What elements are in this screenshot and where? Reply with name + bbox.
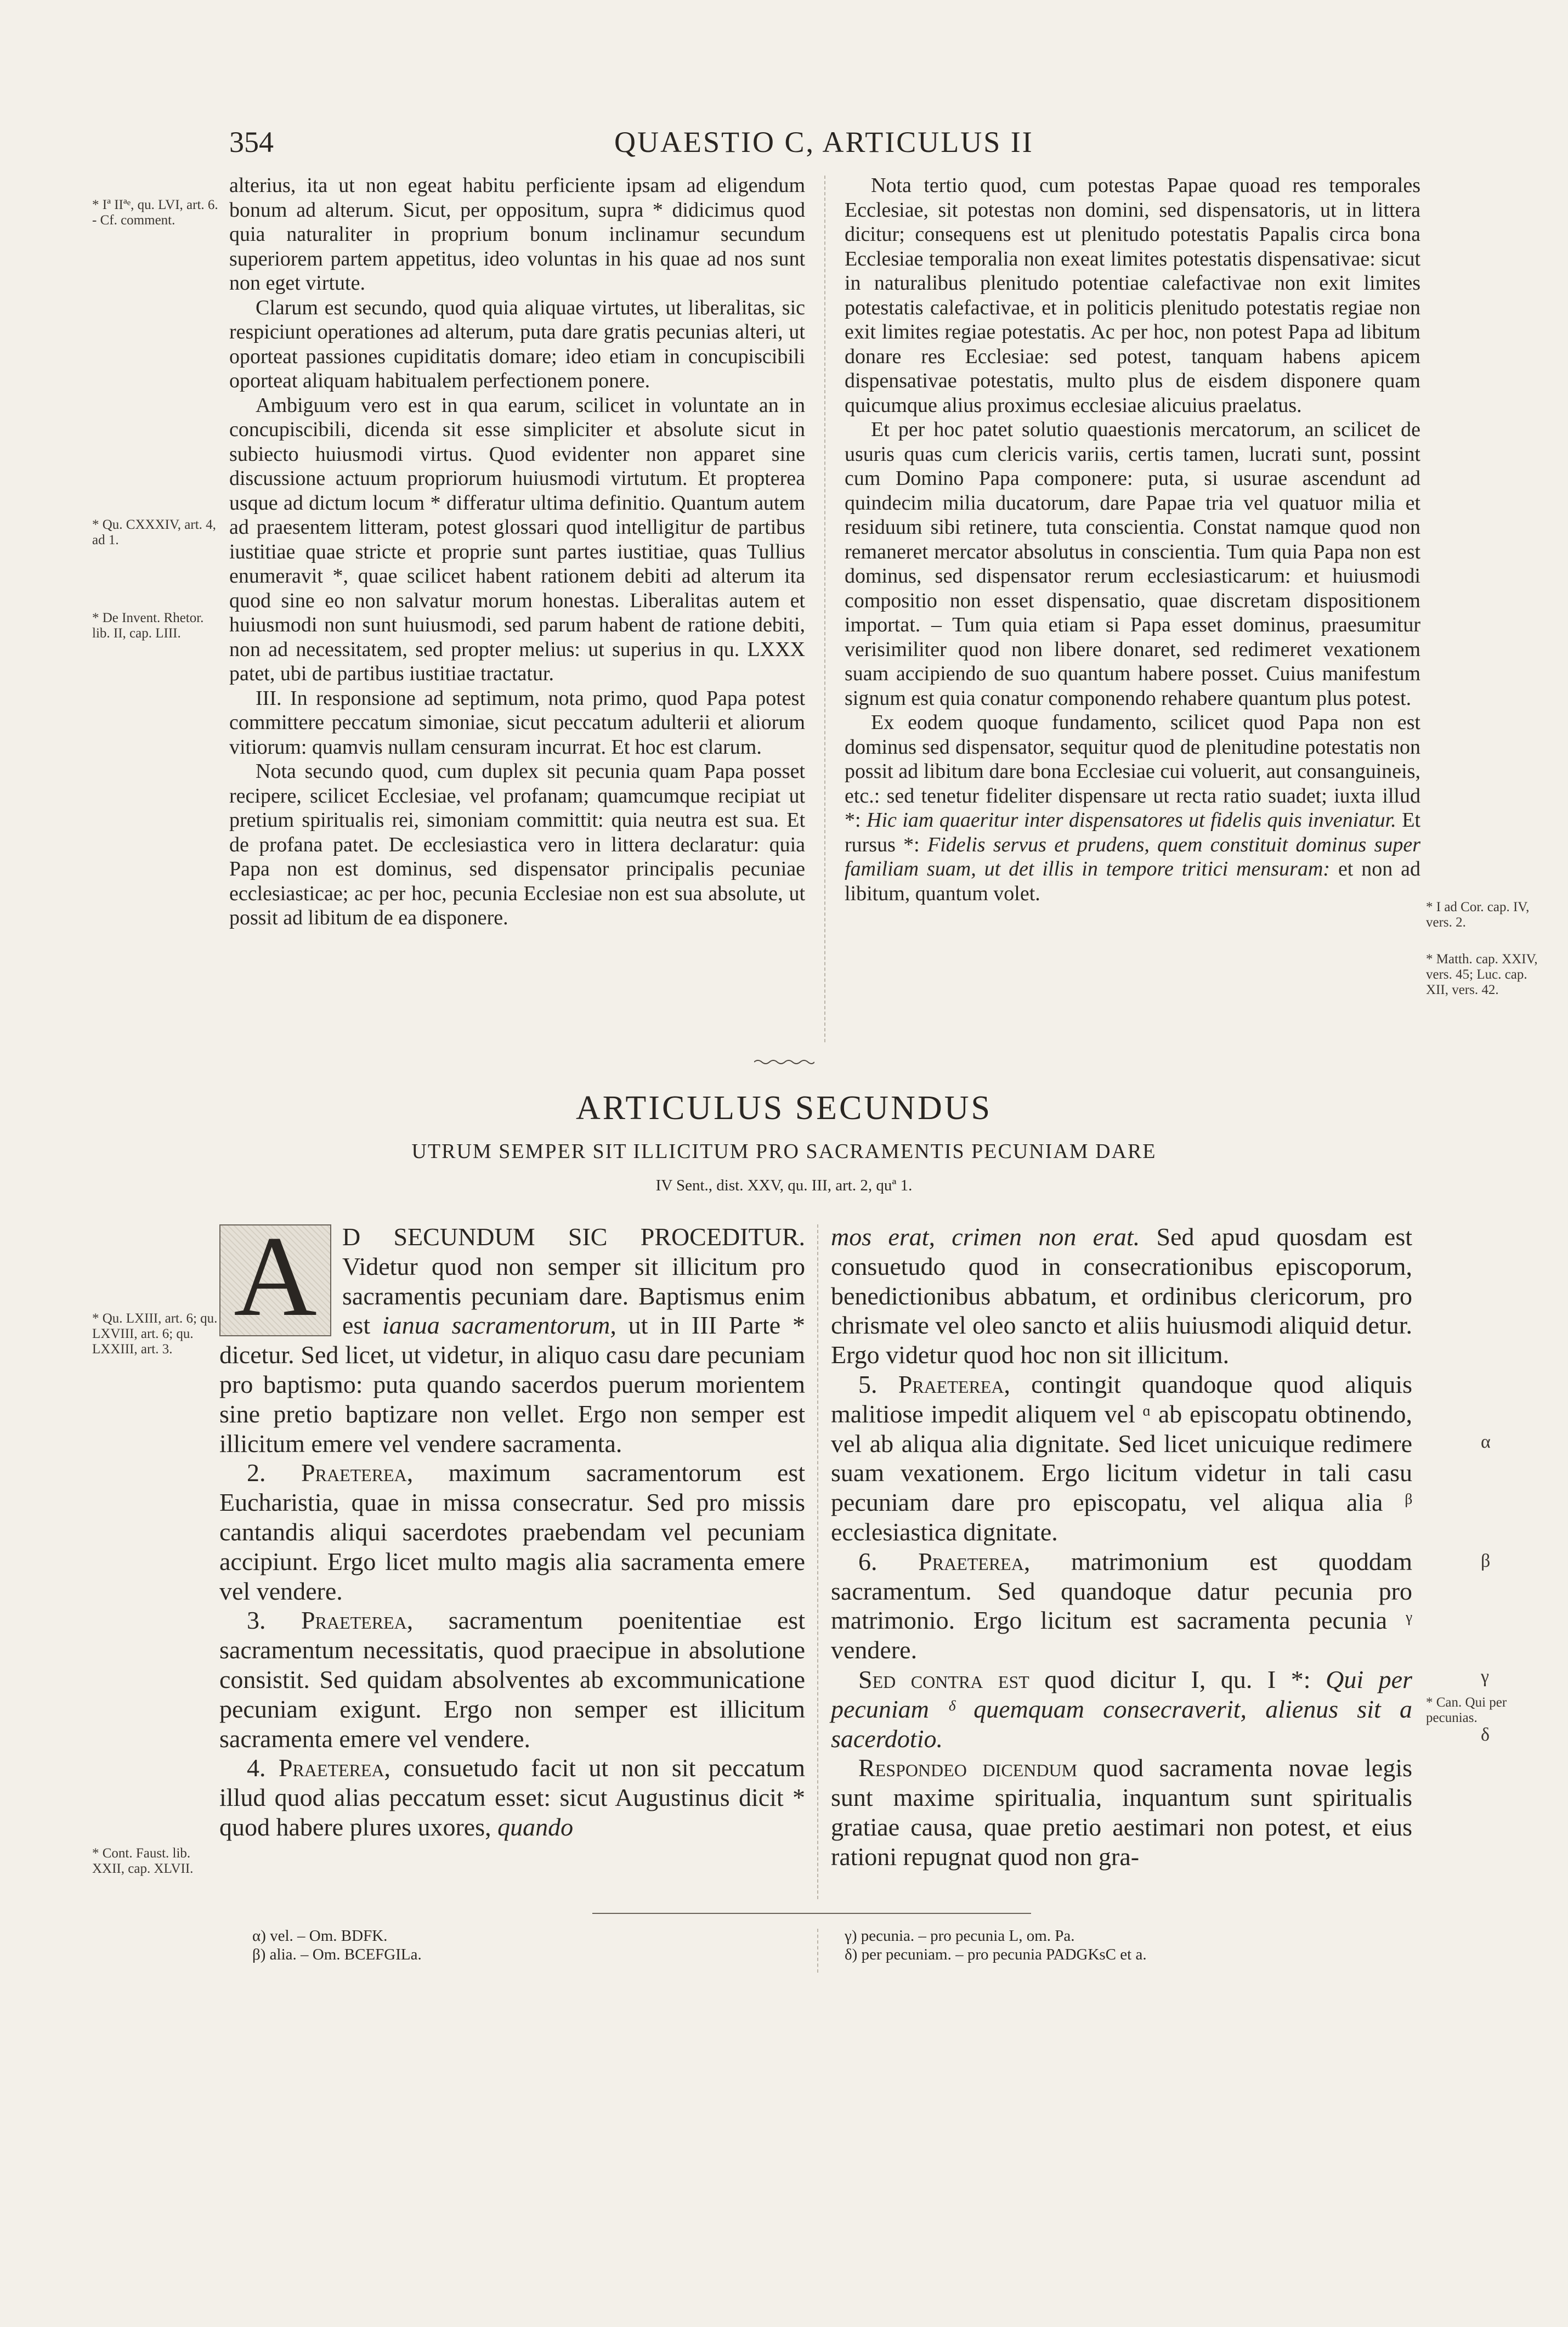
text-run: et non ad libitum, quantum volet. — [845, 857, 1421, 905]
margin-note: * Qu. LXIII, art. 6; qu. LXVIII, art. 6; qu. LXXIII, art. 3. — [92, 1311, 218, 1357]
footnotes-right — [845, 1927, 1393, 1964]
paragraph: III. In responsione ad septimum, nota primo, quod Papa potest committere peccatum simoniae, sicut peccatum adulterii et aliorum vitiorum: quamvis nullam censuram incurrat. Et hoc est clarum. — [229, 686, 805, 759]
text-run: Videtur quod non semper sit illicitum pro sacramentis pecuniam dare. Baptismus enim est — [342, 1252, 805, 1340]
page-number: 354 — [229, 126, 274, 159]
paragraph: Nota tertio quod, cum potestas Papae quoad res temporales Ecclesiae, sit potestas non domini, sed dispensatoris, ut in littera dicitur; consequens est ut plenitudo potestatis Papalis circa bona Ecclesiae temporalia non exeat limites potestatis dispensativae: sicut in naturalibus plenitudo potentiae calefactivae non exit limites potestatis calefactivae, et in politicis plenitudo potestatis regiae non exit limites regiae potestatis. Ac per hoc, non potest Papa ad libitum donare res Ecclesiae: sed potest, tanquam habens apicem dispensativae potestatis, multo plus de eisdem disponere quam quicumque alius proximus ecclesiae alicuius praelatus. — [845, 174, 1420, 417]
small-caps-run: Respondeo dicendum — [858, 1754, 1078, 1782]
objection-number: 2. — [247, 1459, 266, 1487]
variant-mark: α — [1481, 1432, 1491, 1452]
drop-cap-letter: A — [234, 1213, 317, 1340]
paragraph: Nota secundo quod, cum duplex sit pecunia quam Papa posset recipere, scilicet Ecclesiae, vel profanam; quamcumque recipiat ut pretium spiritualis rei, simoniam committit: quia neutra est sua. Et de profana patet. De ecclesiastica vero in littera declaratur: quia Papa non est dominus, sed dispensator principalis pecuniae ecclesiasticae; ac per hoc, pecunia Ecclesiae non est sua absolute, ut possit ad libitum de ea disponere. — [229, 760, 805, 929]
commentary-column-right — [845, 173, 1420, 906]
objection-number: 3. — [247, 1606, 266, 1635]
article-subtitle: UTRUM SEMPER SIT ILLICITUM PRO SACRAMENTIS PECUNIAM DARE — [411, 1140, 1157, 1163]
objection-number: 4. — [247, 1754, 266, 1782]
running-title: QUAESTIO C, ARTICULUS II — [614, 126, 1034, 159]
paragraph — [845, 710, 1420, 906]
paragraph: alterius, ita ut non egeat habitu perficiente ipsam ad eligendum bonum ad alterum. Sicut, per oppositum, supra * didicimus quod quia naturaliter in proprium bonum inclinamur secundum superiorem partem appetitus, ideo voluntas in his quae ad nos sunt non eget virtute. — [229, 174, 805, 295]
variant-mark: δ — [1481, 1725, 1490, 1745]
footnote: δ) per pecuniam. – pro pecunia PADGKsC et a. — [845, 1946, 1147, 1963]
footnote: β) alia. – Om. BCEFGILa. — [252, 1946, 422, 1963]
margin-note: * Matth. cap. XXIV, vers. 45; Luc. cap. XII, vers. 42. — [1426, 952, 1538, 997]
column-divider — [817, 1929, 818, 1973]
paragraph — [831, 1665, 1412, 1753]
column-divider — [824, 176, 825, 1042]
paragraph — [219, 1213, 806, 1458]
drop-cap — [219, 1213, 331, 1340]
text-run: matrimonium est quoddam sacramentum. Sed quandoque datur pecunia pro matrimonio. Ergo licitum est sacramenta pecunia ᵞ vendere. — [831, 1547, 1413, 1664]
small-caps-run: Sed contra est — [858, 1665, 1029, 1693]
small-caps-run: D SECUNDUM SIC PROCEDITUR. — [342, 1223, 805, 1251]
text-run: quod sacramenta novae legis sunt maxime spiritualia, inquantum sunt spiritualis gratiae causa, quae pretio aestimari non potest, et eius rationi repugnat quod non gra- — [831, 1754, 1413, 1871]
variant-mark: γ — [1481, 1667, 1490, 1687]
footnote-rule — [592, 1913, 1031, 1914]
scripture-quote: Fidelis servus et prudens, quem constituit dominus super familiam suam, ut det illis in tempore tritici mensuram: — [845, 833, 1421, 880]
scripture-quote: Hic iam quaeritur inter dispensatores ut fidelis quis inveniatur. — [867, 809, 1396, 832]
margin-note: * I ad Cor. cap. IV, vers. 2. — [1426, 900, 1530, 930]
paragraph — [219, 1458, 805, 1606]
objection-number: 5. — [858, 1370, 878, 1398]
italic-run: mos erat, crimen non erat. — [831, 1223, 1140, 1251]
text-run: contingit quandoque quod aliquis malitiose impedit aliquem vel ᵅ ab episcopatu obtinendo, vel ab aliqua alia dignitate. Sed licet unicuique redimere suam vexationem. Ergo licitum videtur in tali casu pecuniam dare pro episcopatu, vel aliqua alia ᵝ ecclesiastica dignitate. — [831, 1370, 1413, 1546]
article-column-left — [219, 1213, 806, 1842]
text-run: Et rursus *: — [845, 809, 1421, 856]
commentary-column-left — [229, 173, 805, 930]
article-reference: IV Sent., dist. XXV, qu. III, art. 2, quª 1. — [655, 1177, 913, 1194]
italic-run: Qui per pecuniam ᵟ quemquam consecraverit, alienus sit a sacerdotio. — [831, 1665, 1412, 1753]
italic-run: quando — [497, 1812, 574, 1841]
margin-note: * Cont. Faust. lib. XXII, cap. XLVII. — [92, 1846, 194, 1876]
paragraph — [831, 1222, 1412, 1370]
article-column-right — [831, 1222, 1412, 1872]
paragraph — [219, 1606, 805, 1753]
margin-note: * Iª IIªᵉ, qu. LVI, art. 6. - Cf. comment. — [92, 197, 218, 228]
ornament-divider — [754, 1059, 814, 1065]
footnote: γ) pecunia. – pro pecunia L, om. Pa. — [845, 1927, 1075, 1945]
italic-run: ianua sacramentorum, — [382, 1311, 616, 1340]
variant-mark: β — [1481, 1551, 1491, 1571]
objection-number: 6. — [858, 1547, 878, 1575]
footnotes-left — [252, 1927, 746, 1964]
text-run: quod dicitur I, qu. I *: — [1044, 1665, 1311, 1693]
paragraph — [831, 1547, 1412, 1665]
text-run: maximum sacramentorum est Eucharistia, quae in missa consecratur. Sed pro missis cantandis aliqui sacerdotes praebendam vel pecuniam accipiunt. Ergo licet multo magis alia sacramenta emere vel vendere. — [219, 1459, 805, 1605]
small-caps-run: Praeterea, — [301, 1459, 414, 1487]
column-divider — [817, 1224, 818, 1899]
paragraph: Et per hoc patet solutio quaestionis mercatorum, an scilicet de usuris quas cum clericis variis, certis tamen, lucrati sunt, possint cum Domino Papa componere: puta, si usurae ascendunt ad quindecim milia ducatorum, dare Papae tria vel quatuor milia et residuum sibi retinere, tuta conscientia. Constat namque quod non remaneret mercator absolutus in conscientia. Tum quia Papa non est dominus, sed dispensator rerum ecclesiasticarum: et huiusmodi compositio non esset dispensatio, quae discretam dispositionem importat. – Tum quia etiam si Papa esset dominus, praesumitur verisimiliter quod non libere donaret, sed redimeret vexationem suam accipiendo de suo quantum habere posset. Cuius manifestum signum est quia conatur componendo rehabere quantum plus potest. — [845, 418, 1420, 710]
margin-note: * De Invent. Rhetor. lib. II, cap. LIII. — [92, 611, 204, 641]
text-run: sacramentum poenitentiae est sacramentum necessitatis, quod praecipue in absolutione consistit. Sed quidam absolventes ab excommunicatione pecuniam exigunt. Ergo non semper est illicitum sacramenta emere vel vendere. — [219, 1606, 805, 1753]
paragraph — [831, 1753, 1412, 1871]
text-run: ut in III Parte * dicetur. Sed licet, ut videtur, in aliquo casu dare pecuniam pro baptismo: puta quando sacerdos puerum morientem sine pretio baptizare non vellet. Ergo non semper est illicitum emere vel vendere sacramenta. — [219, 1311, 806, 1458]
paragraph — [219, 1753, 805, 1842]
small-caps-run: Praeterea, — [278, 1754, 391, 1782]
text-run: consuetudo facit ut non sit peccatum illud quod alias peccatum esset: sicut Augustinus dicit * quod habere plures uxores, — [219, 1754, 806, 1841]
small-caps-run: Praeterea, — [898, 1370, 1010, 1398]
paragraph: Clarum est secundo, quod quia aliquae virtutes, ut liberalitas, sic respiciunt operationes ad alterum, puta dare gratis pecunias alteri, ut oporteat passiones cupiditatis domare; ideo etiam in concupiscibili oporteat aliquam habitualem perfectionem ponere. — [229, 296, 805, 392]
paragraph — [831, 1370, 1412, 1547]
article-title: ARTICULUS SECUNDUS — [576, 1089, 992, 1127]
footnote: α) vel. – Om. BDFK. — [252, 1927, 388, 1945]
small-caps-run: Praeterea, — [301, 1606, 414, 1635]
text-run: Ex eodem quoque fundamento, scilicet quod Papa non est dominus sed dispensator, sequitur quod de plenitudine potestatis non possit ad libitum dare bona Ecclesiae cui voluerit, aut consanguineis, etc.: sed tenetur fideliter dispensare ut recta ratio suadet; iuxta illud *: — [845, 711, 1420, 832]
small-caps-run: Praeterea, — [918, 1547, 1031, 1575]
text-run: Sed apud quosdam est consuetudo quod in consecrationibus episcoporum, benedictionibus abbatum, et ordinibus clericorum, pro chrismate vel oleo sancto et aliis huiusmodi aliquid detur. Ergo videtur quod hoc non sit illicitum. — [831, 1223, 1412, 1369]
margin-note: * Can. Qui per pecunias. — [1426, 1695, 1507, 1725]
margin-note: * Qu. CXXXIV, art. 4, ad 1. — [92, 517, 216, 547]
paragraph: Ambiguum vero est in qua earum, scilicet in voluntate an in concupiscibili, dicenda sit esse simpliciter et absolute sicut in subiecto huiusmodi virtus. Quod evidenter non apparet sine discussione actuum propriorum huiusmodi virtutum. Et propterea usque ad dictum locum * differatur ultima definitio. Quantum autem ad praesentem litteram, potest glossari quod intelligitur de partibus iustitiae quae stricte et proprie sunt partes iustitiae, quas Tullius enumeravit *, quae scilicet habent rationem debiti ad alterum ita quod sine eo non salvatur morum honestas. Liberalitas autem et huiusmodi non sunt huiusmodi, sed parum habent de ratione debiti, non ad necessitatem, sed propter melius: ut superius in qu. LXXX patet, ubi de partibus iustitiae tractatur. — [229, 393, 805, 685]
